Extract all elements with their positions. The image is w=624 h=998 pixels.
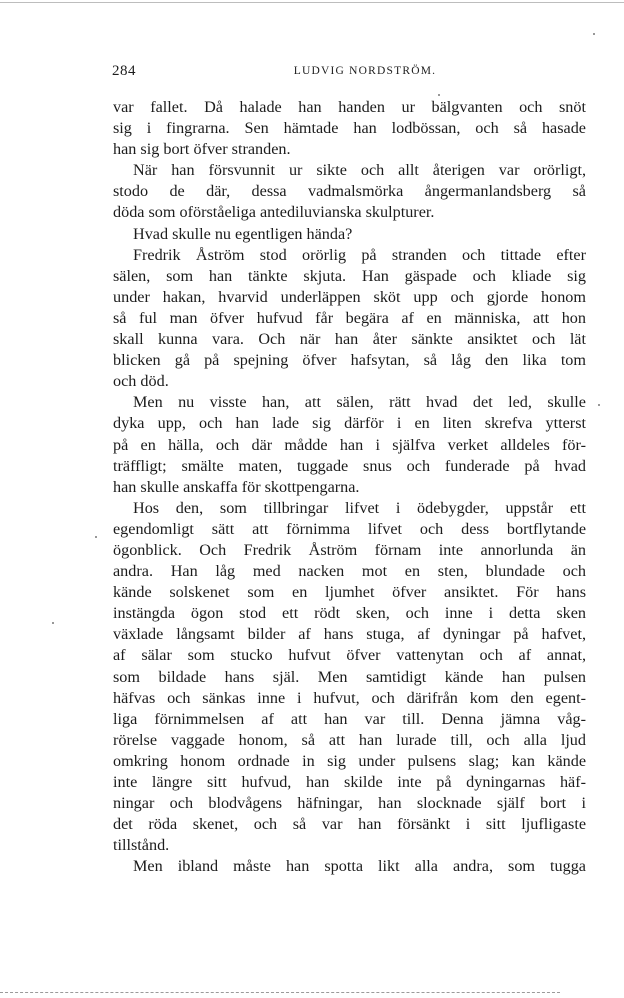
text-line: under hakan, hvarvid underläppen sköt upp och gjorde honom xyxy=(113,287,586,306)
text-line: andra. Han låg med nacken mot en sten, blundade och xyxy=(113,562,586,581)
text-line: instängda ögon stod ett rödt sken, och inne i detta sken xyxy=(113,604,586,623)
text-line: träffligt; smälte maten, tuggade snus och funderade på hvad xyxy=(113,456,586,475)
text-line: Men nu visste han, att sälen, rätt hvad det led, skulle xyxy=(133,393,586,412)
text-line: häfvas och sänkas inne i hufvut, och därifrån kom den egent- xyxy=(113,688,586,707)
scan-speck xyxy=(598,404,600,406)
text-line: växlade långsamt bilder af hans stuga, af dyningar på hafvet, xyxy=(113,625,586,644)
page-number: 284 xyxy=(112,63,136,79)
text-line: så ful man öfver hufvud får begära af en människa, att hon xyxy=(113,308,586,327)
text-line: Hos den, som tillbringar lifvet i ödebygder, uppstår ett xyxy=(133,498,586,517)
text-line: tillstånd. xyxy=(113,836,170,855)
text-line: När han försvunnit ur sikte och allt återigen var orörligt, xyxy=(133,161,586,180)
text-line: blicken gå på spejning öfver hafsytan, så låg den lika tom xyxy=(113,351,586,370)
text-line: skall kunna vara. Och när han åter sänkte ansiktet och lät xyxy=(113,330,586,349)
text-line: det röda skenet, och så var han försänkt i sitt ljufligaste xyxy=(113,815,586,834)
text-line: rörelse vaggade honom, så att han lurade till, och alla ljud xyxy=(113,730,586,749)
scan-edge-top xyxy=(0,2,624,3)
text-line: egendomligt sätt att förnimma lifvet och dess bortflytande xyxy=(113,519,586,538)
scan-speck xyxy=(95,536,97,538)
text-line: på en hälla, och där mådde han i själfva verket alldeles för- xyxy=(113,435,586,454)
text-line: sig i fingrarna. Sen hämtade han lodbössan, och så hasade xyxy=(113,119,586,138)
text-line: kände solskenet som en ljumhet öfver ansiktet. För hans xyxy=(113,583,586,602)
text-line: som bildade hans själ. Men samtidigt kände han pulsen xyxy=(113,667,586,686)
text-line: ningar och blodvågens häfningar, han slocknade själf bort i xyxy=(113,794,586,813)
text-line: omkring honom ordnade in sig under pulsens slag; kan kände xyxy=(113,751,586,770)
text-line: dyka upp, och han lade sig därför i en liten skrefva ytterst xyxy=(113,414,586,433)
text-line: Men ibland måste han spotta likt alla andra, som tugga xyxy=(133,857,586,876)
scan-speck xyxy=(438,94,440,96)
text-line: döda som oförståeliga antediluvianska skulpturer. xyxy=(113,203,435,222)
scan-speck xyxy=(52,622,54,624)
scan-edge-bottom xyxy=(0,992,560,993)
text-line: han sig bort öfver stranden. xyxy=(113,140,291,159)
page-header xyxy=(112,63,588,85)
text-line: var fallet. Då halade han handen ur bälgvanten och snöt xyxy=(113,98,586,116)
body-text xyxy=(113,97,586,877)
text-line: af sälar som stucko hufvut öfver vattenytan och af annat, xyxy=(113,646,586,665)
text-line: stodo de där, dessa vadmalsmörka ångermanlandsberg så xyxy=(113,182,586,201)
text-line: Fredrik Åström stod orörlig på stranden och tittade efter xyxy=(133,245,586,264)
text-line: han skulle anskaffa för skottpengarna. xyxy=(113,477,360,496)
text-line: Hvad skulle nu egentligen hända? xyxy=(133,224,353,243)
text-line: ögonblick. Och Fredrik Åström förnam inte annorlunda än xyxy=(113,540,586,559)
running-head: LUDVIG NORDSTRÖM. xyxy=(293,65,437,77)
text-line: sälen, som han tänkte skjuta. Han gäspade och kliade sig xyxy=(113,266,586,285)
text-line: inte längre sitt hufvud, han skilde inte på dyningarnas häf- xyxy=(113,773,586,791)
scan-speck xyxy=(593,33,595,35)
text-line: liga förnimmelsen af att han var till. Denna jämna våg- xyxy=(113,709,586,728)
text-line: och död. xyxy=(113,372,169,391)
